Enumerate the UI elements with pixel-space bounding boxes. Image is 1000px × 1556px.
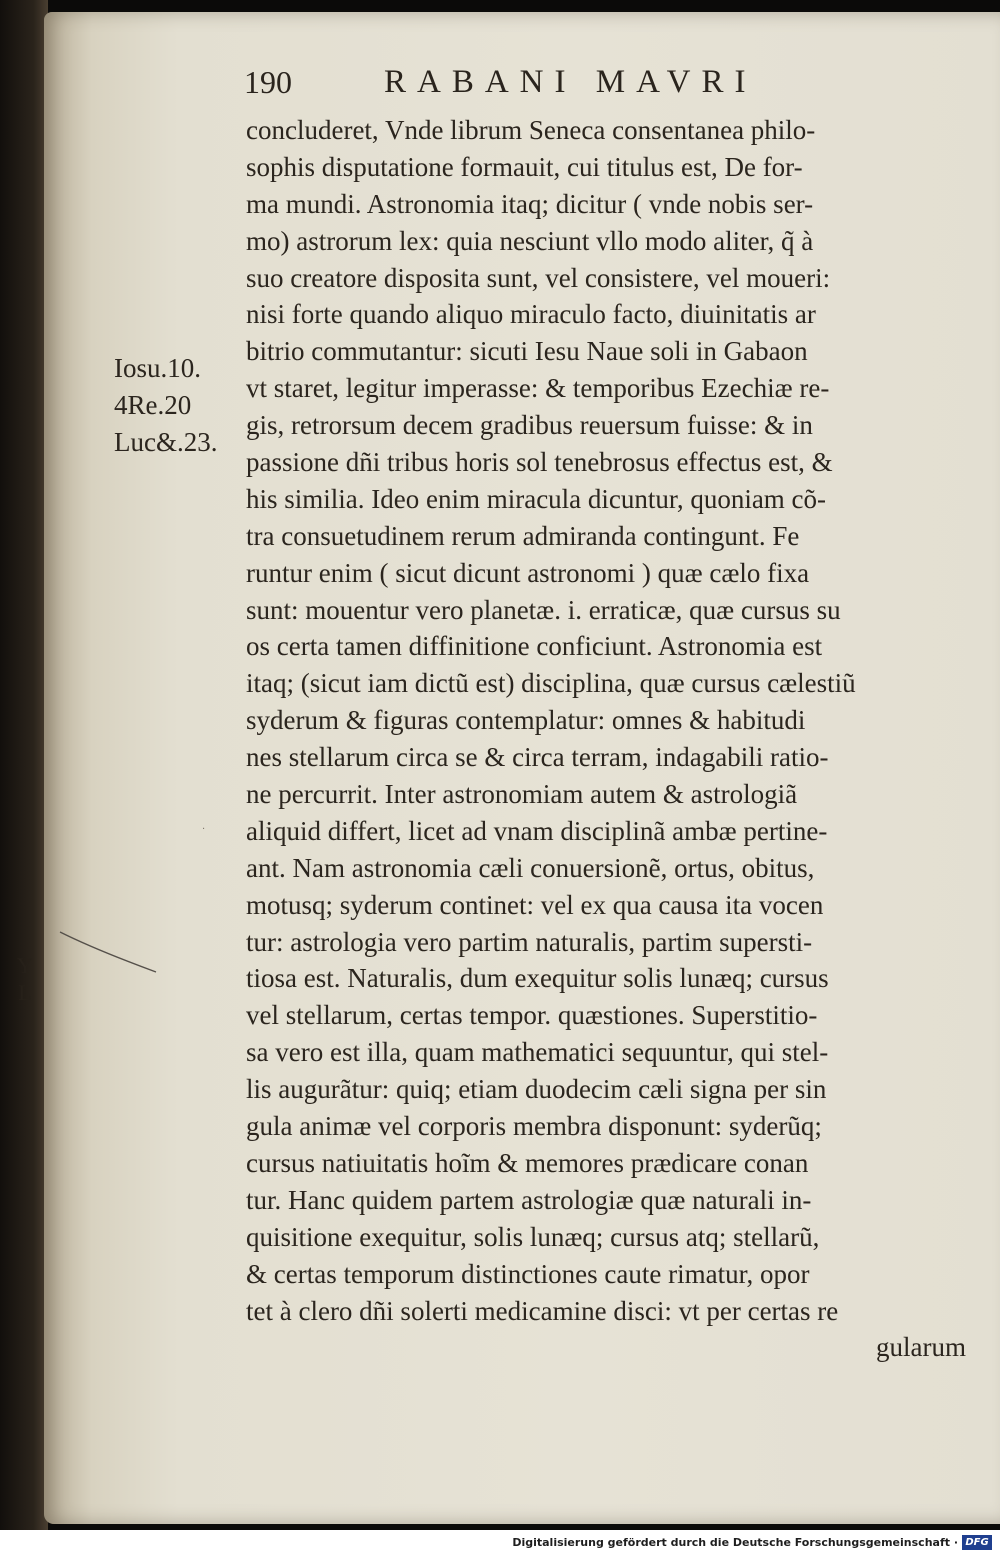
text-line: ant. Nam astronomia cæli conuersionẽ, ortus, obitus, [246,852,815,883]
text-line: concluderet, Vnde librum Seneca consentanea philo- [246,115,816,145]
text-line: bitrio commutantur: sicuti Iesu Naue soli in Gabaon [246,336,808,367]
text-line: tur: astrologia vero partim naturalis, partim supersti- [246,926,813,957]
catchword: gularum [876,1332,966,1363]
text-line: runtur enim ( sicut dicunt astronomi ) quæ cælo fixa [246,557,810,588]
text-line: mo) astrorum lex: quia nesciunt vllo modo aliter, q̃ à [246,225,814,256]
text-line: gis, retrorsum decem gradibus reuersum fuisse: & in [246,410,813,441]
page-number: 190 [244,64,292,100]
pencil-stroke-mark [58,928,158,974]
text-line: passione dñi tribus horis sol tenebrosus effectus est, & [246,447,833,478]
fragment-letter: Y [17,953,33,978]
book-gutter-shadow [0,0,48,1530]
margin-note: Luc&.23. [114,427,218,457]
text-line: tra consuetudinem rerum admiranda contingunt. Fe [246,520,800,551]
text-line: os certa tamen diffinitione conficiunt. Astronomia est [246,631,823,662]
text-line: & certas temporum distinctiones caute rimatur, opor [246,1258,810,1289]
body-text [246,112,966,1366]
digitization-footer [0,1530,1000,1556]
text-line: sunt: mouentur vero planetæ. i. erraticæ, quæ cursus su [246,594,841,625]
text-line: vel stellarum, certas tempor. quæstiones. Superstitio- [246,1000,818,1031]
dfg-logo: DFG [962,1535,992,1550]
text-line: nisi forte quando aliquo miraculo facto, diuinitatis ar [246,299,816,330]
text-line: tet à clero dñi solerti medicamine disci: vt per certas re [246,1295,839,1326]
text-line: gula animæ vel corporis membra disponunt: syderũq; [246,1111,822,1142]
margin-note: 4Re.20 [114,390,192,420]
text-line: his similia. Ideo enim miracula dicuntur, quoniam cõ- [246,483,827,514]
text-line: ne percurrit. Inter astronomiam autem & astrologiã [246,779,798,810]
running-title: RABANI MAVRI [384,64,757,100]
text-line: itaq; (sicut iam dictũ est) disciplina, quæ cursus cælestiũ [246,668,856,699]
text-line: cursus natiuitatis hoĩm & memores prædicare conan [246,1147,809,1178]
stray-ink-mark: · [202,824,206,835]
fragment-letter: L [18,980,32,1005]
text-line: ma mundi. Astronomia itaq; dicitur ( vnde nobis ser- [246,188,814,219]
text-line: nes stellarum circa se & circa terram, indagabili ratio- [246,742,829,773]
marginal-references [114,350,246,461]
text-line: tiosa est. Naturalis, dum exequitur solis lunæq; cursus [246,963,829,994]
text-line: lis augurãtur: quiq; etiam duodecim cæli signa per sin [246,1074,827,1105]
facing-page-fragment [10,952,40,1014]
running-head [244,60,884,104]
text-line: vt staret, legitur imperasse: & temporibus Ezechiæ re- [246,373,830,404]
text-line: quisitione exequitur, solis lunæq; cursus atq; stellarũ, [246,1221,820,1252]
text-line: sophis disputatione formauit, cui titulus est, De for- [246,151,803,182]
text-line: suo creatore disposita sunt, vel consistere, vel moueri: [246,262,831,293]
margin-note: Iosu.10. [114,353,201,383]
text-line: aliquid differt, licet ad vnam disciplinã ambæ pertine- [246,815,828,846]
funding-credit: Digitalisierung gefördert durch die Deutsche Forschungsgemeinschaft · [512,1536,958,1549]
text-line: motusq; syderum continet: vel ex qua causa ita vocen [246,889,824,920]
text-line: sa vero est illa, quam mathematici sequuntur, qui stel- [246,1037,829,1068]
text-line: syderum & figuras contemplatur: omnes & habitudi [246,705,806,736]
text-line: tur. Hanc quidem partem astrologiæ quæ naturali in- [246,1184,812,1215]
